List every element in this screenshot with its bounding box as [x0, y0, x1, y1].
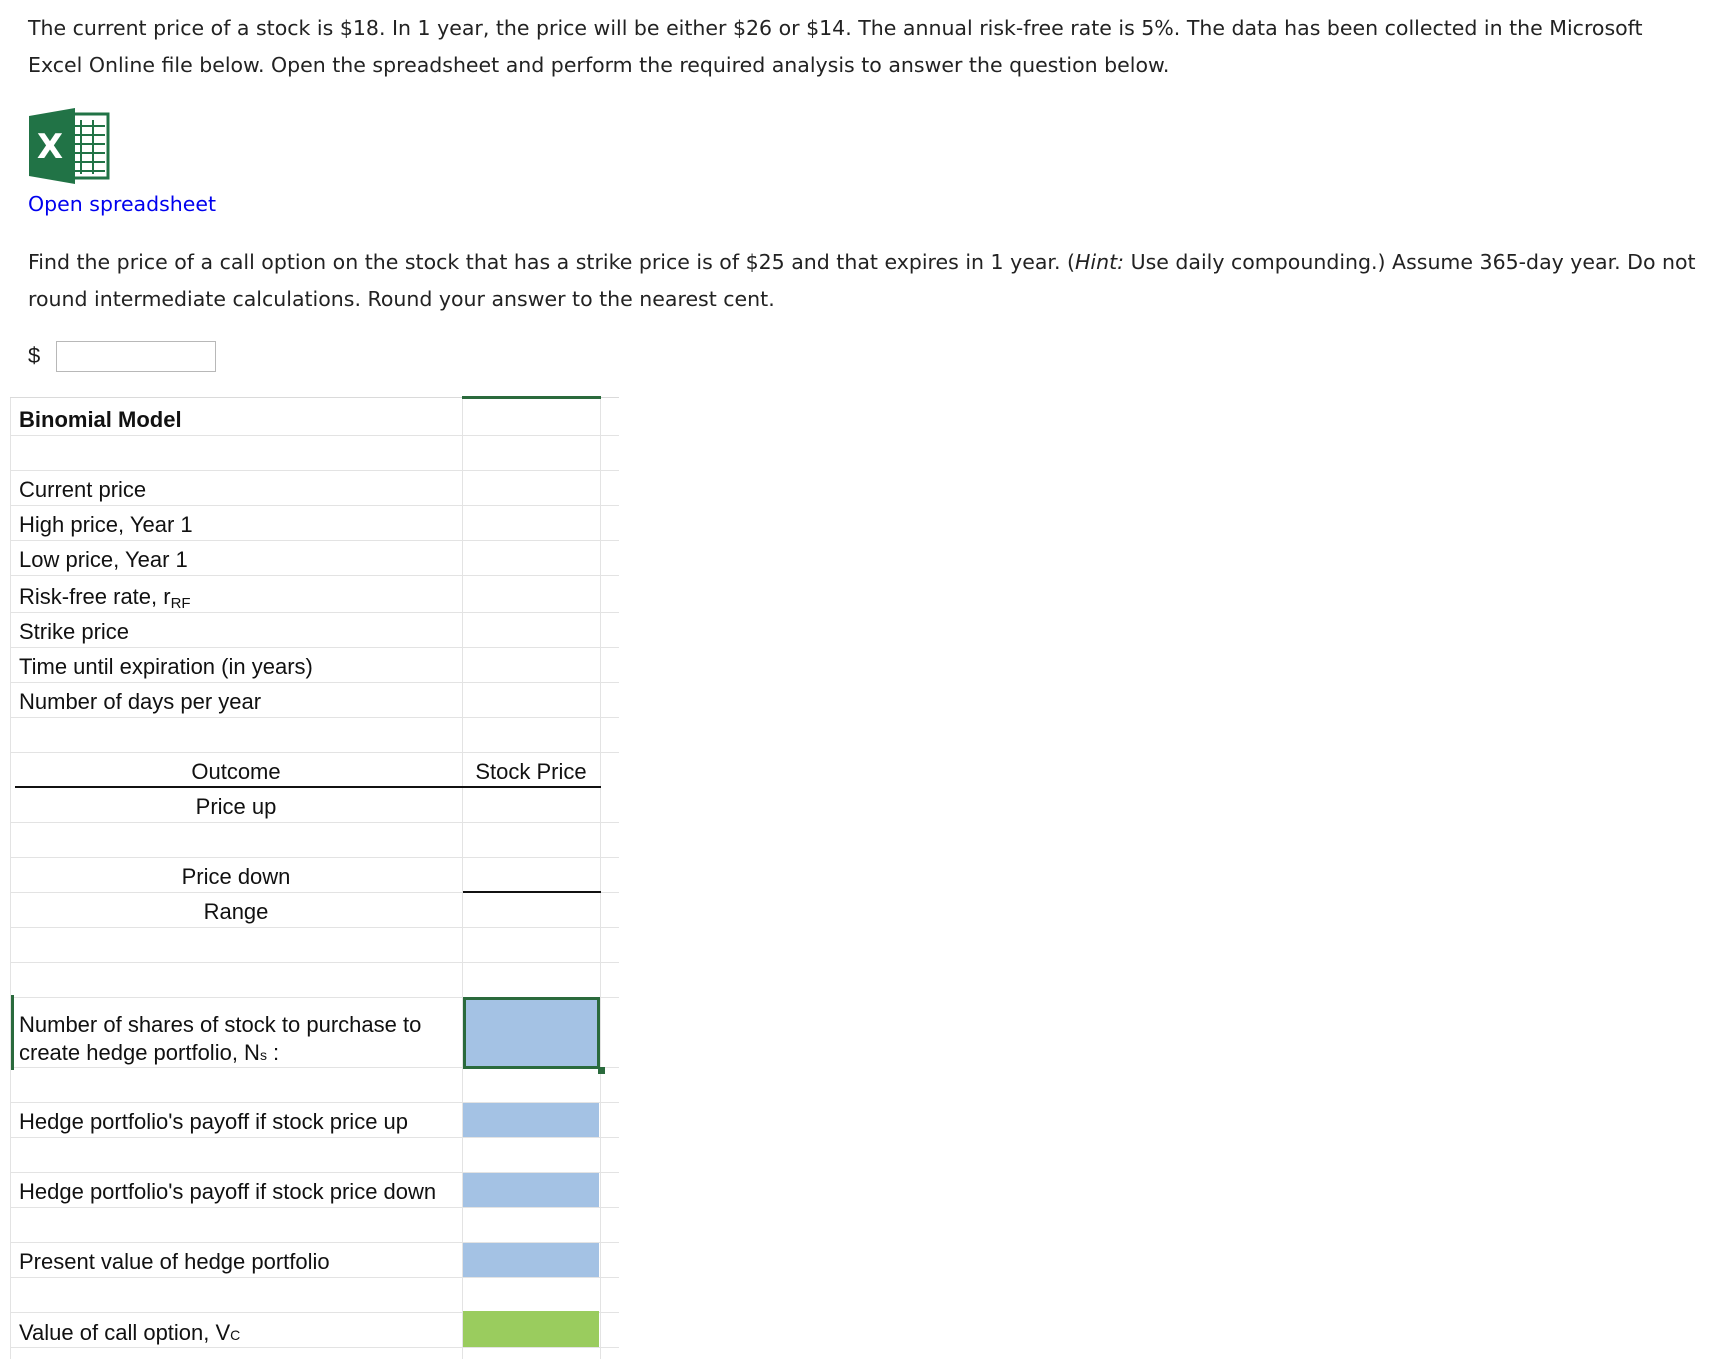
grid-line: [10, 822, 619, 823]
input-label: High price, Year 1: [19, 512, 193, 537]
outcome-header: Outcome: [191, 759, 281, 784]
input-label: Low price, Year 1: [19, 547, 188, 572]
currency-symbol: $: [28, 343, 41, 368]
range-label: Range: [203, 899, 269, 924]
grid-line: [10, 962, 619, 963]
hint-label: Hint:: [1074, 250, 1125, 274]
grid-line: [10, 435, 619, 436]
shares-label-line-2-sub: s: [259, 1047, 267, 1063]
fill-handle[interactable]: [598, 1067, 605, 1074]
open-spreadsheet-link[interactable]: Open spreadsheet: [28, 192, 217, 216]
grid-line: [10, 647, 619, 648]
price-up-label: Price up: [195, 794, 277, 819]
grid-line: [10, 575, 619, 576]
payoff-down-label: Hedge portfolio's payoff if stock price down: [19, 1179, 437, 1204]
grid-line: [10, 470, 619, 471]
risk-free-label-sub: RF: [170, 595, 191, 612]
answer-input[interactable]: [56, 341, 216, 372]
pv-cell[interactable]: [463, 1243, 599, 1277]
call-value-label: [19, 1320, 240, 1348]
payoff-up-cell[interactable]: [463, 1103, 599, 1137]
input-label: Current price: [19, 477, 147, 502]
grid-line: [10, 505, 619, 506]
call-value-cell[interactable]: [463, 1311, 599, 1347]
question-text-part-1: Find the price of a call option on the stock that has a strike price is of $25 and that expires in 1 year. (: [28, 250, 1075, 274]
stock-price-header: Stock Price: [475, 759, 587, 784]
payoff-up-label: Hedge portfolio's payoff if stock price up: [19, 1109, 409, 1134]
price-down-label: Price down: [181, 864, 291, 889]
input-label: [19, 584, 191, 617]
spreadsheet-title: Binomial Model: [19, 407, 182, 432]
grid-line: [10, 717, 619, 718]
shares-label-line-2-main: create hedge portfolio, N: [19, 1040, 260, 1065]
grid-line: [462, 397, 463, 1359]
call-label-sub: C: [230, 1327, 241, 1343]
grid-line: [10, 857, 619, 858]
risk-free-label-main: Risk-free rate, r: [19, 584, 171, 609]
grid-line: [10, 540, 619, 541]
grid-line: [10, 927, 619, 928]
excel-icon[interactable]: [29, 108, 110, 184]
row-selection-marker: [11, 995, 14, 1070]
input-label: Strike price: [19, 619, 130, 644]
range-underline: [463, 891, 601, 893]
shares-answer-cell[interactable]: [463, 997, 600, 1069]
shares-label-line-1: Number of shares of stock to purchase to: [19, 1012, 422, 1037]
header-underline: [15, 786, 601, 788]
grid-line: [10, 1137, 619, 1138]
grid-line: [10, 682, 619, 683]
grid-line: [10, 1277, 619, 1278]
shares-label: [19, 1011, 421, 1069]
shares-label-line-2-end: :: [266, 1040, 280, 1065]
question-text: [28, 244, 1698, 318]
column-header-accent: [462, 396, 601, 399]
pv-label: Present value of hedge portfolio: [19, 1249, 330, 1274]
input-label: Time until expiration (in years): [19, 654, 313, 679]
input-label: Number of days per year: [19, 689, 262, 714]
grid-line: [600, 397, 601, 1359]
intro-text: The current price of a stock is $18. In 1 year, the price will be either $26 or $14. The annual risk-free rate is 5%. The data has been collected in the Microsoft Excel Online file below. Open the spreadsheet and perform the required analysis to answer the question below.: [28, 16, 1643, 77]
grid-line: [10, 1207, 619, 1208]
call-label-main: Value of call option, V: [19, 1320, 231, 1345]
grid-line: [10, 752, 619, 753]
question-text-part-2: Use daily compounding.) Assume 365-day year. Do not round intermediate calculations. Round your answer to the nearest cent.: [28, 250, 1696, 311]
excel-icon-letter: X: [36, 127, 64, 167]
payoff-down-cell[interactable]: [463, 1173, 599, 1207]
